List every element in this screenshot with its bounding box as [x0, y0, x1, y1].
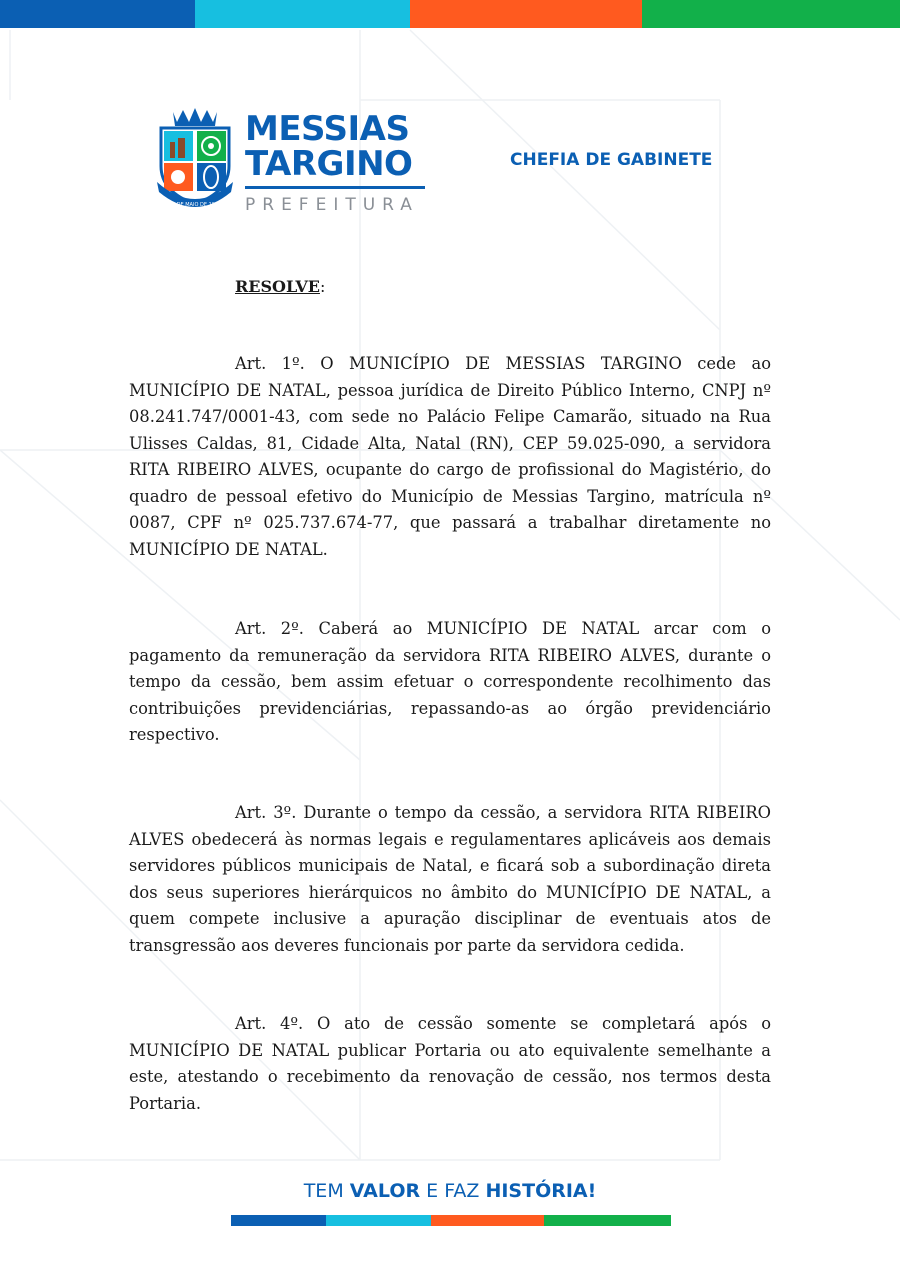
- crest-date-text: 08 DE MAIO DE 1962: [168, 202, 222, 208]
- footer-slogan: [0, 1180, 900, 1202]
- brand-block: [245, 109, 425, 215]
- resolve-colon: :: [319, 277, 326, 296]
- footer-bar-green: [544, 1215, 671, 1226]
- article-4-text: Art. 4º. O ato de cessão somente se completará após o MUNICÍPIO DE NATAL publicar Portaria ou ato equivalente semelhante a este, atestando o recebimento da renovação de cessão, nos termos desta Portaria.: [129, 1014, 771, 1113]
- article-1-text: Art. 1º. O MUNICÍPIO DE MESSIAS TARGINO cede ao MUNICÍPIO DE NATAL, pessoa jurídica de Direito Público Interno, CNPJ nº 08.241.747/0001-43, com sede no Palácio Felipe Camarão, situado na Rua Ulisses Caldas, 81, Cidade Alta, Natal (RN), CEP 59.025-090, a servidora RITA RIBEIRO ALVES, ocupante do cargo de profissional do Magistério, do quadro de pessoal efetivo do Município de Messias Targino, matrícula nº 0087, CPF nº 025.737.674-77, que passará a trabalhar diretamente no MUNICÍPIO DE NATAL.: [129, 354, 771, 559]
- brand-divider: [245, 186, 425, 189]
- article-1: [129, 351, 771, 563]
- article-2: [129, 616, 771, 749]
- resolve-label: RESOLVE: [235, 277, 320, 296]
- footer-bar-orange: [431, 1215, 544, 1226]
- brand-subtitle: PREFEITURA: [245, 195, 419, 215]
- slogan-part-1: TEM: [303, 1180, 344, 1202]
- article-2-text: Art. 2º. Caberá ao MUNICÍPIO DE NATAL arcar com o pagamento da remuneração da servidora RITA RIBEIRO ALVES, durante o tempo da cessão, bem assim efetuar o correspondente recolhimento das contribuições previdenciárias, repassando-as ao órgão previdenciário respectivo.: [129, 619, 771, 744]
- municipality-crest-logo: [155, 104, 235, 214]
- slogan-part-2: VALOR: [349, 1180, 421, 1202]
- department-title: CHEFIA DE GABINETE: [510, 150, 713, 170]
- article-4: [129, 1011, 771, 1117]
- slogan-part-4: HISTÓRIA!: [485, 1180, 597, 1202]
- footer-bar-cyan: [326, 1215, 431, 1226]
- article-3-text: Art. 3º. Durante o tempo da cessão, a servidora RITA RIBEIRO ALVES obedecerá às normas legais e regulamentares aplicáveis aos demais servidores públicos municipais de Natal, e ficará sob a subordinação direta dos seus superiores hierárquicos no âmbito do MUNICÍPIO DE NATAL, a quem compete inclusive a apuração disciplinar de eventuais atos de transgressão aos deveres funcionais por parte da servidora cedida.: [129, 803, 771, 955]
- brand-name-line2: TARGINO: [245, 144, 413, 184]
- brand-name-line1: MESSIAS: [245, 109, 410, 149]
- resolve-heading: [235, 277, 325, 296]
- footer-color-bar: [231, 1215, 671, 1226]
- footer-bar-blue: [231, 1215, 326, 1226]
- article-3: [129, 800, 771, 959]
- slogan-part-3: E FAZ: [426, 1180, 480, 1202]
